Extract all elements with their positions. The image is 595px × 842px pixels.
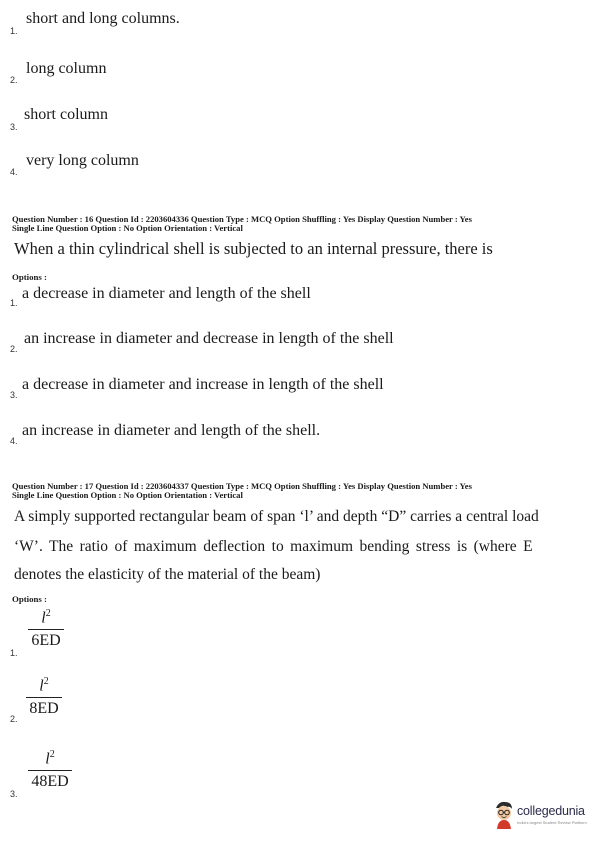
fraction-option-1	[28, 605, 64, 650]
option-text: short and long columns.	[26, 10, 180, 27]
option-number: 4.	[10, 167, 18, 177]
option-text: long column	[26, 60, 107, 77]
fraction-numerator: l	[39, 677, 44, 695]
option-text: an increase in diameter and decrease in length of the shell	[24, 330, 394, 347]
option-number: 1.	[10, 26, 18, 36]
option-number: 3.	[10, 122, 18, 132]
option-number: 3.	[10, 390, 18, 400]
options-label: Options :	[12, 272, 47, 282]
fraction-option-3	[28, 746, 72, 791]
question-text: When a thin cylindrical shell is subjected to an internal pressure, there is	[14, 239, 493, 258]
fraction-exponent: 2	[43, 676, 49, 687]
question-text-line1: A simply supported rectangular beam of span ‘l’ and depth “D” carries a central load	[14, 508, 539, 525]
option-text: short column	[24, 106, 108, 123]
option-number: 1.	[10, 648, 18, 658]
option-number: 2.	[10, 714, 18, 724]
question-meta-line1: Question Number : 17 Question Id : 2203604337 Question Type : MCQ Option Shuffling : Yes Display Question Number : Yes	[12, 481, 472, 491]
option-number: 1.	[10, 298, 18, 308]
fraction-bar	[28, 629, 64, 630]
fraction-numerator: l	[45, 750, 50, 768]
option-text: a decrease in diameter and length of the shell	[22, 285, 311, 302]
question-meta-line1: Question Number : 16 Question Id : 2203604336 Question Type : MCQ Option Shuffling : Yes Display Question Number : Yes	[12, 214, 472, 224]
collegedunia-logo	[493, 800, 593, 836]
fraction-numerator: l	[41, 609, 46, 627]
option-number: 3.	[10, 789, 18, 799]
option-number: 2.	[10, 75, 18, 85]
fraction-bar	[28, 770, 72, 771]
fraction-denominator: 48ED	[31, 773, 69, 791]
logo-tagline: India's largest Student Review Platform	[517, 820, 587, 825]
options-label: Options :	[12, 594, 47, 604]
option-text: an increase in diameter and length of the shell.	[22, 422, 321, 439]
option-number: 4.	[10, 436, 18, 446]
option-number: 2.	[10, 344, 18, 354]
question-meta-line2: Single Line Question Option : No Option Orientation : Vertical	[12, 490, 243, 500]
logo-text: collegedunia	[517, 804, 585, 818]
fraction-bar	[26, 697, 62, 698]
option-text: a decrease in diameter and increase in length of the shell	[22, 376, 384, 393]
student-mascot-icon	[493, 800, 515, 830]
fraction-denominator: 8ED	[29, 700, 59, 718]
question-text-line3: denotes the elasticity of the material of the beam)	[14, 566, 321, 583]
option-text: very long column	[26, 152, 139, 169]
fraction-option-2	[26, 673, 62, 718]
fraction-exponent: 2	[45, 608, 51, 619]
fraction-denominator: 6ED	[31, 632, 61, 650]
fraction-exponent: 2	[49, 749, 55, 760]
question-text-line2: ‘W’. The ratio of maximum deflection to maximum bending stress is (where E	[14, 538, 533, 555]
question-meta-line2: Single Line Question Option : No Option Orientation : Vertical	[12, 223, 243, 233]
